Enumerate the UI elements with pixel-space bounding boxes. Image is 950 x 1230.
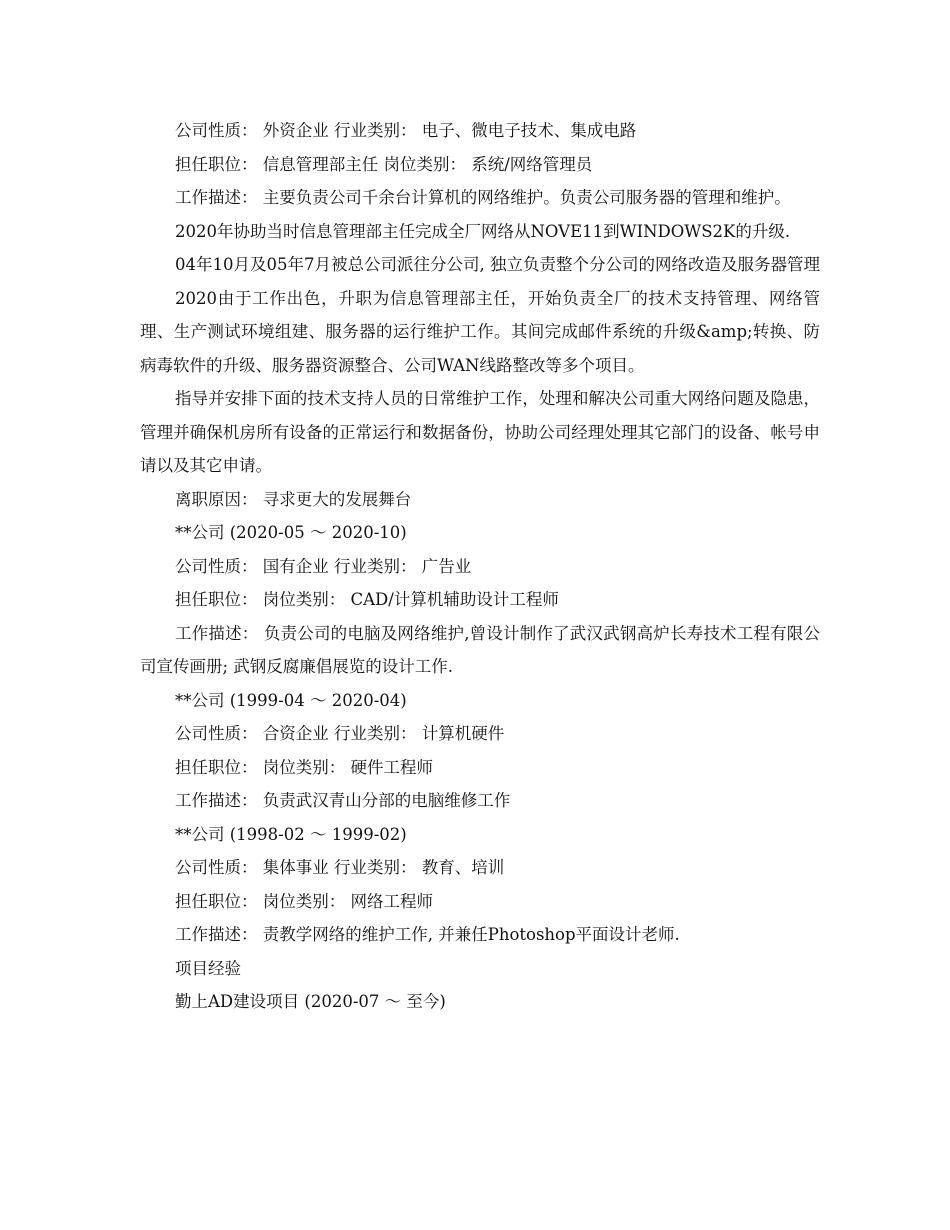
- paragraph-job-description-2: 工作描述： 负责公司的电脑及网络维护,曾设计制作了武汉武钢高炉长寿技术工程有限公司宣传画册; 武钢反腐廉倡展览的设计工作.: [140, 623, 820, 676]
- paragraph-job-description-3: 工作描述： 负责武汉青山分部的电脑维修工作: [175, 791, 511, 810]
- paragraph-branch-assignment: 04年10月及05年7月被总公司派往分公司, 独立负责整个分公司的网络改造及服务器管理: [175, 255, 820, 274]
- paragraph-job-description-4: 工作描述： 责教学网络的维护工作, 并兼任Photoshop平面设计老师.: [175, 925, 680, 944]
- paragraph-position-4: 担任职位： 岗位类别： 网络工程师: [175, 891, 433, 911]
- paragraph-network-upgrade: 2020年协助当时信息管理部主任完成全厂网络从NOVE11到WINDOWS2K的升级.: [175, 221, 791, 241]
- paragraph-leaving-reason: 离职原因： 寻求更大的发展舞台: [175, 489, 412, 509]
- paragraph-team-guidance: 指导并安排下面的技术支持人员的日常维护工作，处理和解决公司重大网络问题及隐患，管理并确保机房所有设备的正常运行和数据备份，协助公司经理处理其它部门的设备、帐号申请以及其它申请。: [140, 389, 820, 475]
- section-heading-project-experience: 项目经验: [175, 958, 241, 978]
- document-page: [140, 114, 820, 1019]
- paragraph-company-nature-4: 公司性质： 集体事业 行业类别： 教育、培训: [175, 858, 505, 877]
- paragraph-position-1: 担任职位： 信息管理部主任 岗位类别： 系统/网络管理员: [175, 154, 593, 174]
- paragraph-position-2: 担任职位： 岗位类别： CAD/计算机辅助设计工程师: [175, 590, 559, 609]
- paragraph-company-heading-2: **公司 (2020-05 ～ 2020-10): [175, 523, 407, 542]
- paragraph-position-3: 担任职位： 岗位类别： 硬件工程师: [175, 757, 433, 777]
- paragraph-promotion: 2020由于工作出色，升职为信息管理部主任，开始负责全厂的技术支持管理、网络管理、生产测试环境组建、服务器的运行维护工作。其间完成邮件系统的升级&amp;转换、防病毒软件的升级、服务器资源整合、公司WAN线路整改等多个项目。: [140, 288, 820, 375]
- paragraph-company-heading-3: **公司 (1999-04 ～ 2020-04): [175, 690, 407, 710]
- paragraph-company-heading-4: **公司 (1998-02 ～ 1999-02): [175, 824, 407, 844]
- paragraph-company-nature-3: 公司性质： 合资企业 行业类别： 计算机硬件: [175, 724, 505, 743]
- paragraph-company-nature-1: 公司性质： 外资企业 行业类别： 电子、微电子技术、集成电路: [175, 121, 637, 140]
- paragraph-project-title: 勤上AD建设项目 (2020-07 ～ 至今): [175, 992, 446, 1011]
- paragraph-job-description-1: 工作描述： 主要负责公司千余台计算机的网络维护。负责公司服务器的管理和维护。: [175, 188, 791, 207]
- paragraph-company-nature-2: 公司性质： 国有企业 行业类别： 广告业: [175, 556, 472, 576]
